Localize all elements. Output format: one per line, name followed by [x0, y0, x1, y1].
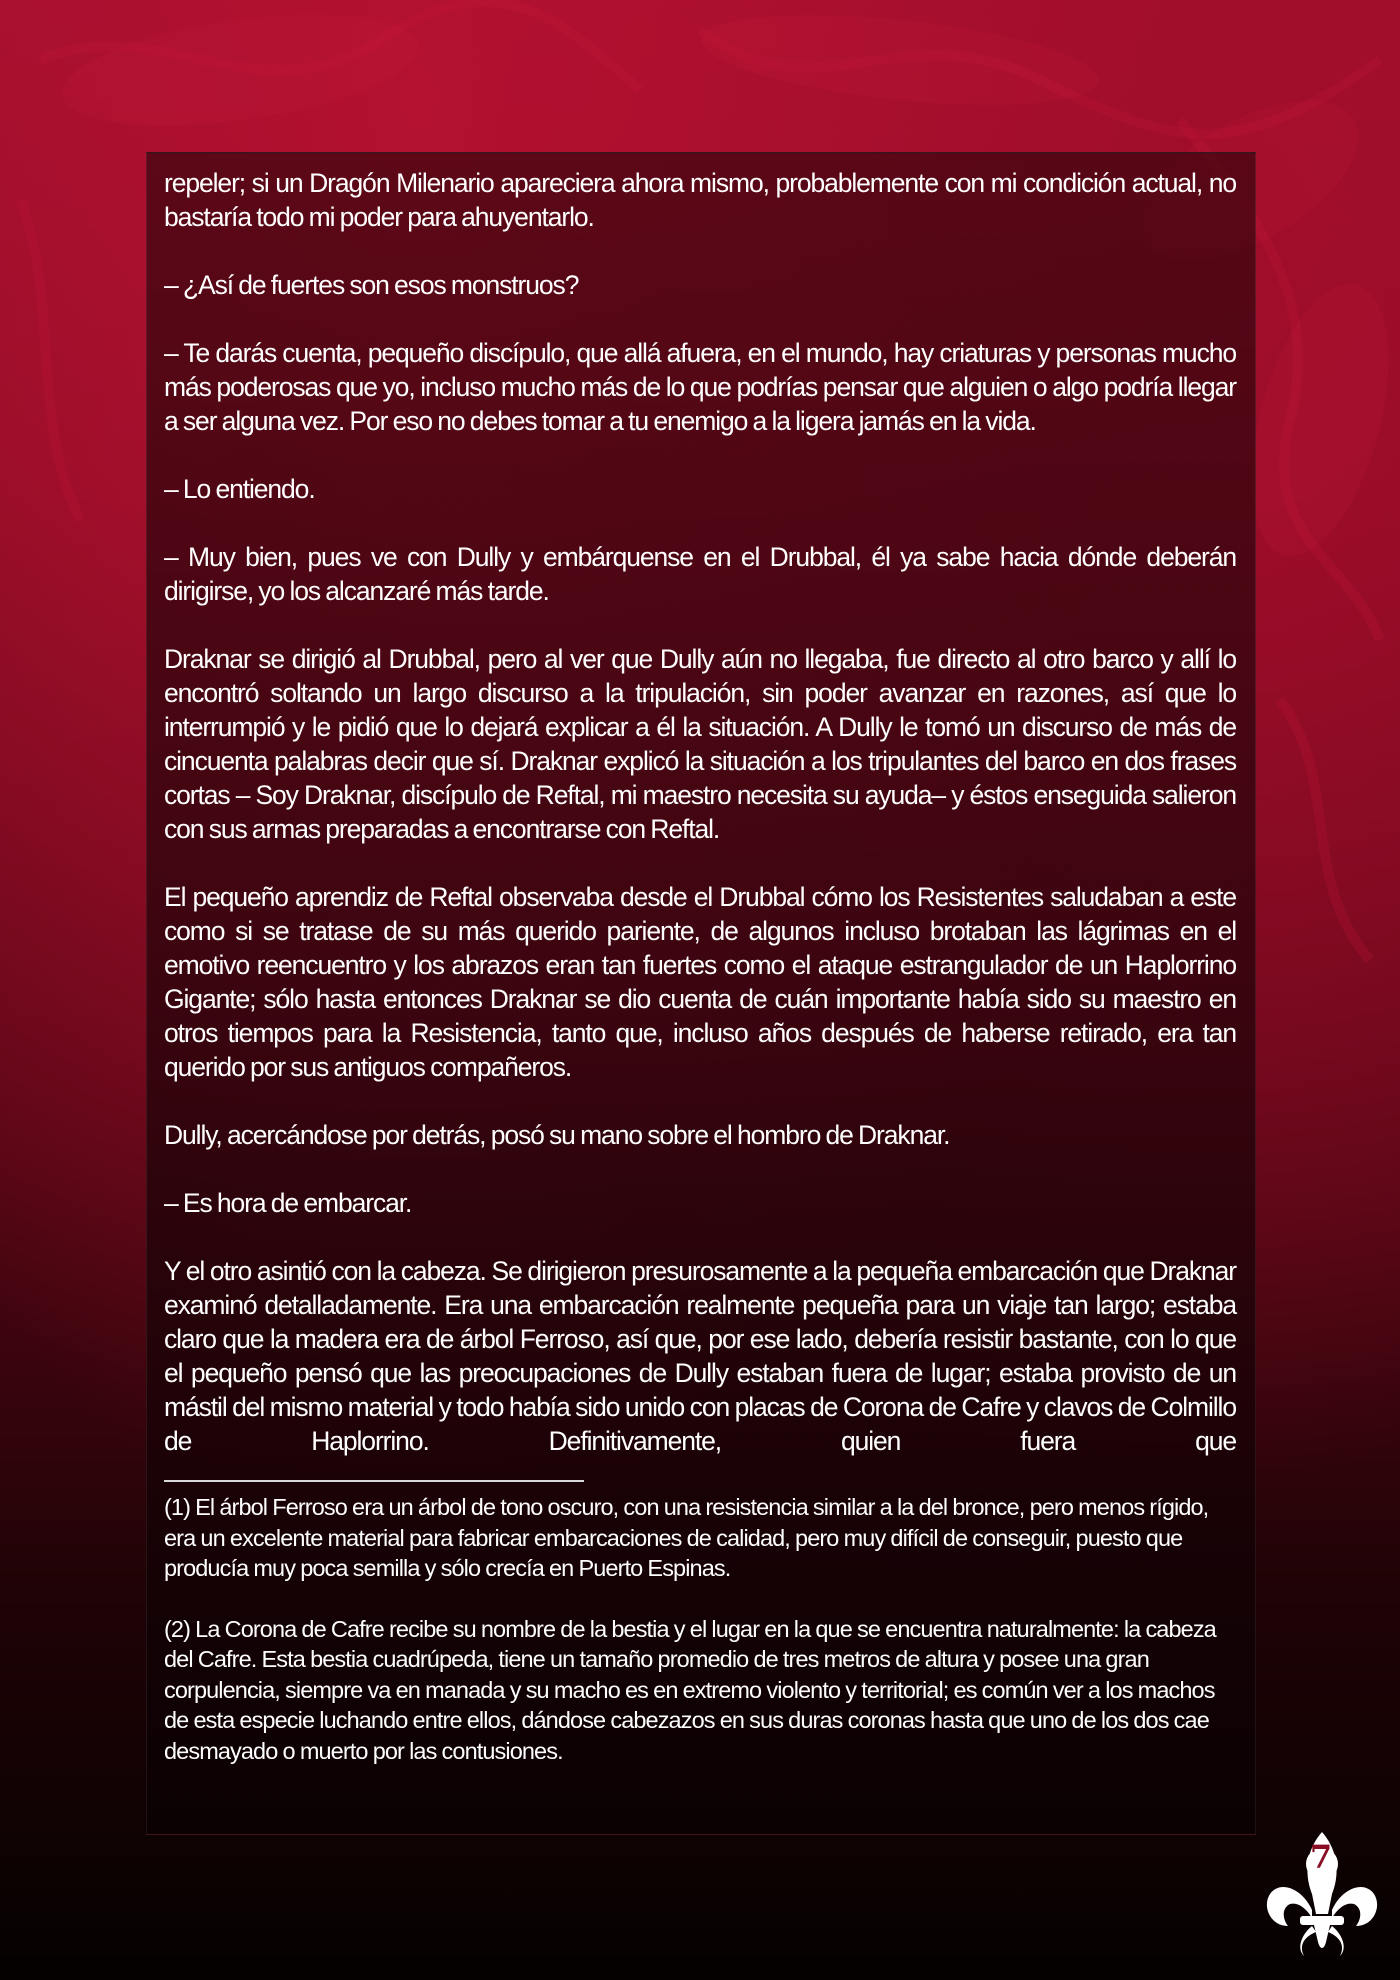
paragraph: Dully, acercándose por detrás, posó su mano sobre el hombro de Draknar.: [164, 1120, 950, 1150]
footnote: (2) La Corona de Cafre recibe su nombre de la bestia y el lugar en la que se encuentra naturalmente: la cabeza del Cafre. Esta bestia cuadrúpeda, tiene un tamaño promedio de tres metros de altura y posee una gran corpulencia, siempre va en manada y su macho es en extremo violento y territorial; es común ver a los machos de esta especie luchando entre ellos, dándose cabezazos en sus duras coronas hasta que uno de los dos cae desmayado o muerto por las contusiones.: [164, 1615, 1216, 1764]
page-content: [164, 166, 1236, 1796]
footnote: (1) El árbol Ferroso era un árbol de tono oscuro, con una resistencia similar a la del bronce, pero menos rígido, era un excelente material para fabricar embarcaciones de calidad, pero muy difícil de conseguir, puesto que producía muy poca semilla y sólo crecía en Puerto Espinas.: [164, 1494, 1209, 1581]
dialogue-line: – Te darás cuenta, pequeño discípulo, que allá afuera, en el mundo, hay criaturas y personas mucho más poderosas que yo, incluso mucho más de lo que podrías pensar que alguien o algo podría llegar a ser alguna vez. Por eso no debes tomar a tu enemigo a la ligera jamás en la vida.: [164, 338, 1236, 436]
paragraph: repeler; si un Dragón Milenario apareciera ahora mismo, probablemente con mi condición actual, no bastaría todo mi poder para ahuyentarlo.: [164, 168, 1236, 232]
dialogue-line: – Lo entiendo.: [164, 474, 315, 504]
paragraph: El pequeño aprendiz de Reftal observaba desde el Drubbal cómo los Resistentes saludaban a este como si se tratase de su más querido pariente, de algunos incluso brotaban las lágrimas en el emotivo reencuentro y los abrazos eran tan fuertes como el ataque estrangulador de un Haplorrino Gigante; sólo hasta entonces Draknar se dio cuenta de cuán importante había sido su maestro en otros tiempos para la Resistencia, tanto que, incluso años después de haberse retirado, era tan querido por sus antiguos compañeros.: [164, 882, 1236, 1082]
dialogue-line: – Es hora de embarcar.: [164, 1188, 412, 1218]
dialogue-line: – Muy bien, pues ve con Dully y embárquense en el Drubbal, él ya sabe hacia dónde deberán dirigirse, yo los alcanzaré más tarde.: [164, 542, 1236, 606]
page-number: 7: [1309, 1838, 1333, 1876]
dialogue-line: – ¿Así de fuertes son esos monstruos?: [164, 270, 579, 300]
paragraph: Y el otro asintió con la cabeza. Se dirigieron presurosamente a la pequeña embarcación que Draknar examinó detalladamente. Era una embarcación realmente pequeña para un viaje tan largo; estaba claro que la madera era de árbol Ferroso, así que, por ese lado, debería resistir bastante, con lo que el pequeño pensó que las preocupaciones de Dully estaban fuera de lugar; estaba provisto de un mástil del mismo material y todo había sido unido con placas de Corona de Cafre y clavos de Colmillo de Haplorrino. Definitivamente, quien fuera que: [164, 1256, 1236, 1456]
footnote-divider: [164, 1480, 584, 1482]
paragraph: Draknar se dirigió al Drubbal, pero al ver que Dully aún no llegaba, fue directo al otro barco y allí lo encontró soltando un largo discurso a la tripulación, sin poder avanzar en razones, así que lo interrumpió y le pidió que lo dejará explicar a él la situación. A Dully le tomó un discurso de más de cincuenta palabras decir que sí. Draknar explicó la situación a los tripulantes del barco en dos frases cortas – Soy Draknar, discípulo de Reftal, mi maestro necesita su ayuda– y éstos enseguida salieron con sus armas preparadas a encontrarse con Reftal.: [164, 644, 1236, 844]
